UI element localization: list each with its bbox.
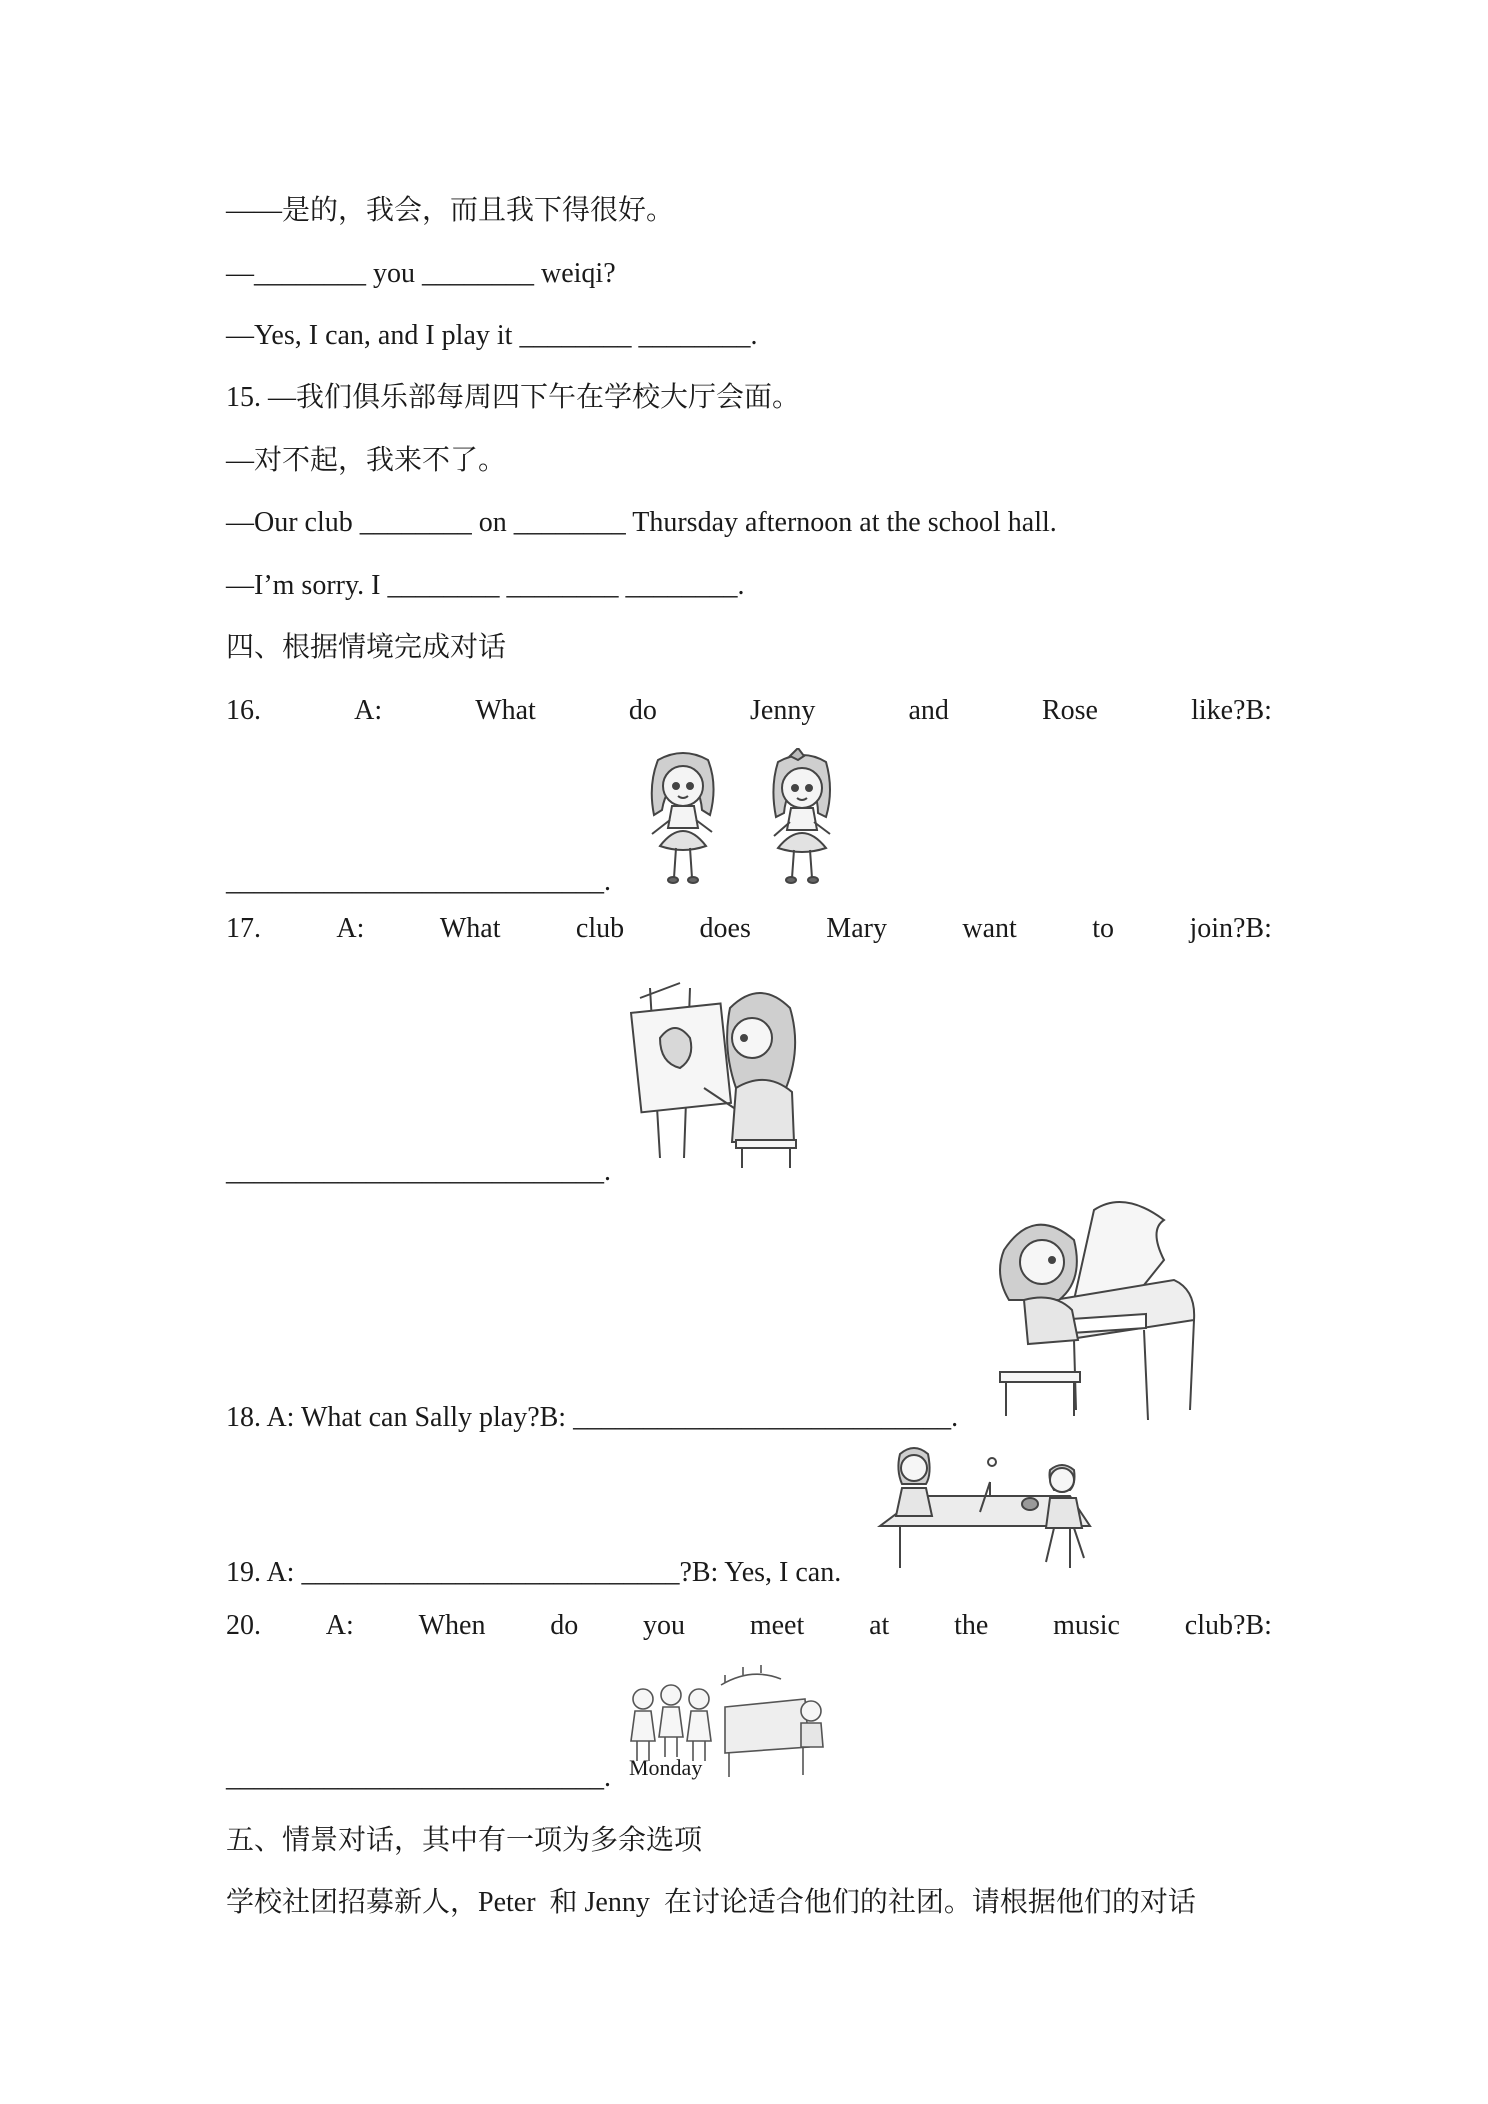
q16-word: like?B: [1191,695,1272,726]
q16-dancing-girls-picture [620,748,870,893]
q17-word: does [699,913,751,944]
q15-chinese-line: 15. —我们俱乐部每周四下午在学校大厅会面。 [226,382,801,413]
q17-word: A: [336,913,365,944]
q16-word: A: [354,695,383,726]
q15-english-line: —Our club ________ on ________ Thursday afternoon at the school hall. [226,507,1057,538]
q16-answer-line: ___________________________. [226,866,611,897]
q16-question [226,693,1272,729]
q16-word: Jenny [750,695,816,726]
q20-word: at [869,1610,890,1641]
q20-word: music [1053,1610,1120,1641]
q15-chinese-reply: —对不起，我来不了。 [226,445,507,476]
q18-girl-piano-picture [994,1200,1206,1425]
q17-word: club [575,913,625,944]
q20-word: the [954,1610,989,1641]
section-4-heading: 四、根据情境完成对话 [226,632,507,663]
q20-answer-line: ___________________________. [226,1762,611,1793]
q17-question [226,911,1272,947]
q14-english-answer: —Yes, I can, and I play it ________ ________. [226,320,758,351]
q20-word: 20. [226,1610,261,1641]
q18-line: 18. A: What can Sally play?B: ___________________________. [226,1402,959,1433]
q20-word: meet [749,1610,805,1641]
q17-word: 17. [226,913,261,944]
q17-word: What [439,913,501,944]
q17-word: to [1092,913,1115,944]
q19-line: 19. A: ___________________________?B: Yes, I can. [226,1557,842,1588]
q20-word: When [418,1610,486,1641]
q20-word: do [550,1610,579,1641]
q17-word: want [962,913,1017,944]
q14-chinese-answer: ——是的，我会，而且我下得很好。 [226,195,675,226]
q16-word: What [475,695,536,726]
q20-picture-caption: Monday [629,1755,703,1780]
q16-word: do [628,695,657,726]
q16-word: and [908,695,949,726]
q20-word: you [643,1610,686,1641]
q17-girl-painting-picture [630,978,805,1170]
section-5-intro: 学校社团招募新人，Peter 和 Jenny 在讨论适合他们的社团。请根据他们的对话 [226,1887,1196,1918]
q17-answer-line: ___________________________. [226,1156,611,1187]
q16-word: Rose [1041,695,1098,726]
section-5-heading: 五、情景对话，其中有一项为多余选项 [226,1825,703,1856]
q14-english-question: —________ you ________ weiqi? [226,258,616,289]
q20-word: A: [325,1610,354,1641]
q16-word: 16. [226,695,261,726]
q17-word: join?B: [1189,913,1272,944]
q19-ping-pong-picture [870,1440,1116,1574]
q15-english-reply: —I’m sorry. I ________ ________ ________. [226,570,745,601]
q17-word: Mary [826,913,887,944]
q20-question [226,1608,1272,1644]
q20-word: club?B: [1184,1610,1272,1641]
